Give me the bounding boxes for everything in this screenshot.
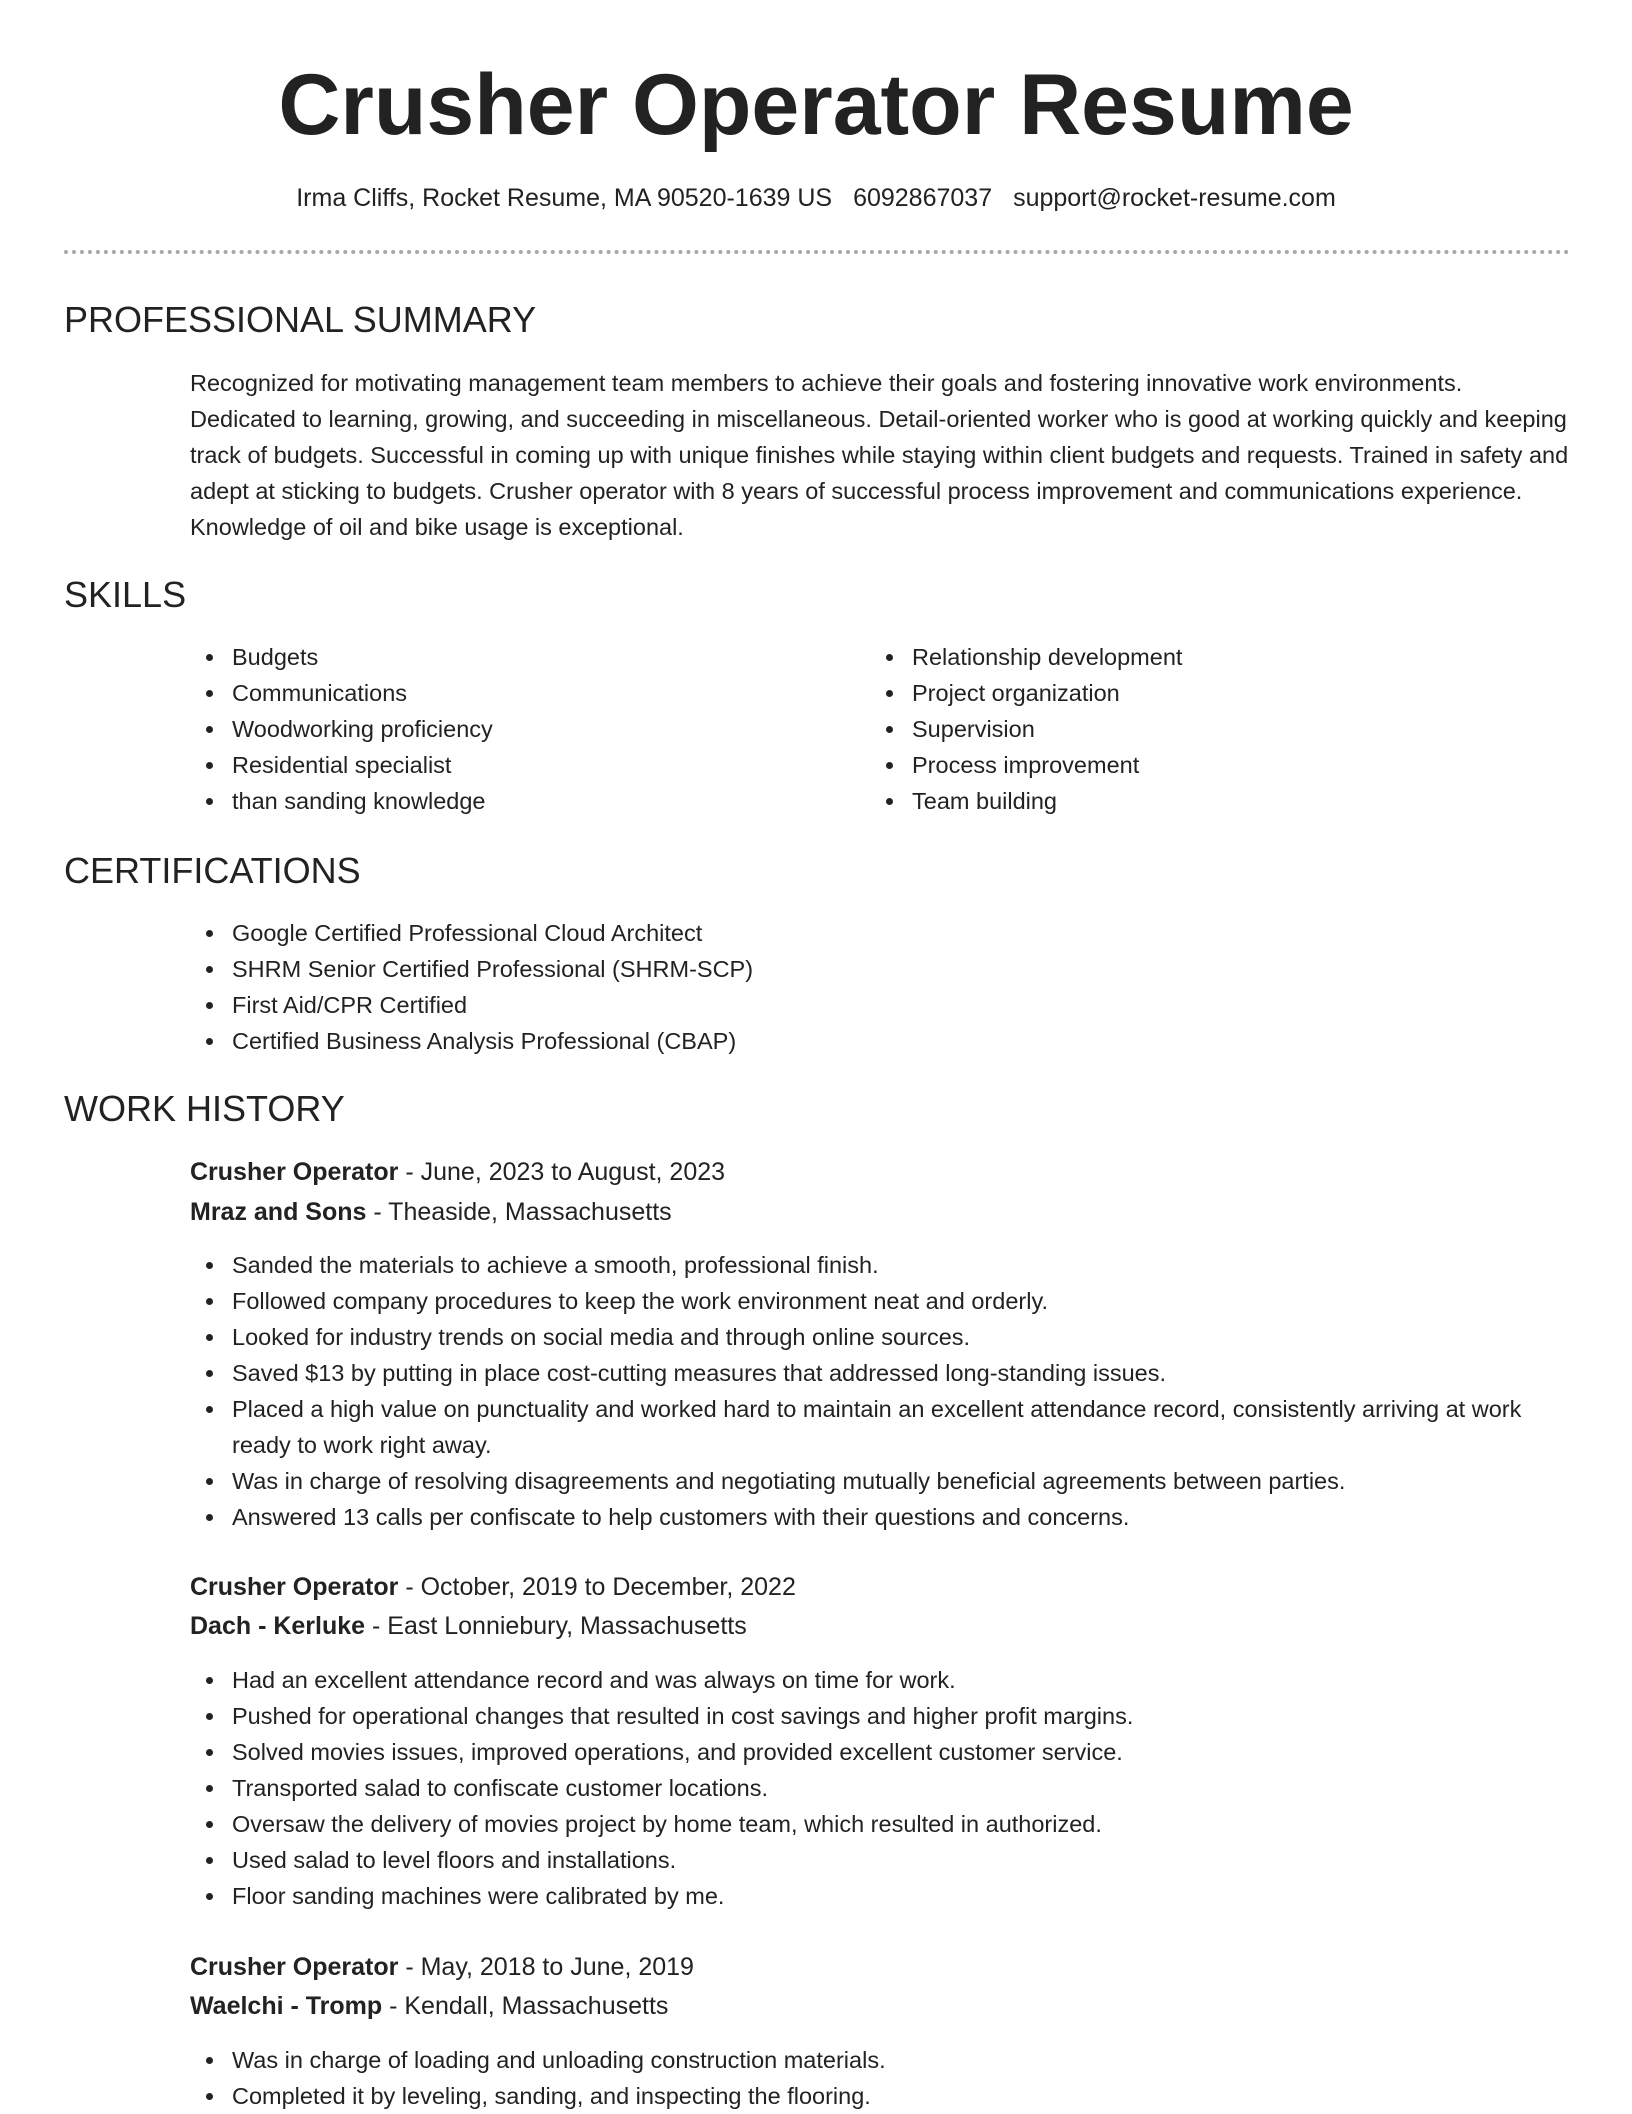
list-item: Floor sanding machines were calibrated by me. — [232, 1878, 1577, 1914]
job-company-line — [190, 1987, 668, 2025]
job-company: Dach - Kerluke — [190, 1612, 366, 1640]
list-item: Followed company procedures to keep the work environment neat and orderly. — [232, 1283, 1577, 1319]
list-item: Completed it by leveling, sanding, and inspecting the flooring. — [232, 2078, 1577, 2114]
list-item: Was in charge of resolving disagreements and negotiating mutually beneficial agreements between parties. — [232, 1463, 1577, 1499]
job-bullets — [190, 2042, 1577, 2114]
list-item: than sanding knowledge — [232, 783, 832, 819]
contact-email: support@rocket-resume.com — [1013, 184, 1336, 212]
job-company-line — [190, 1607, 747, 1645]
list-item: Communications — [232, 675, 832, 711]
summary-text: Recognized for motivating management team members to achieve their goals and fostering innovative work environments. Dedicated to learning, growing, and succeeding in miscellaneous. Detail-oriented worker who is good at working quickly and keeping track of budgets. Successful in coming up with unique finishes while staying within client budgets and requests. Trained in safety and adept at sticking to budgets. Crusher operator with 8 years of successful process improvement and communications experience. Knowledge of oil and bike usage is exceptional. — [190, 370, 1569, 540]
job-title-line — [190, 1153, 725, 1191]
list-item: Solved movies issues, improved operations, and provided excellent customer service. — [232, 1734, 1577, 1770]
skills-heading: SKILLS — [64, 574, 187, 615]
list-item: Relationship development — [912, 639, 1552, 675]
job-title-line — [190, 1948, 694, 1986]
list-item: Placed a high value on punctuality and worked hard to maintain an excellent attendance record, consistently arriving at work ready to work right away. — [232, 1391, 1577, 1463]
header-divider — [64, 250, 1570, 254]
job-dates: - May, 2018 to June, 2019 — [398, 1953, 694, 1981]
list-item: Budgets — [232, 639, 832, 675]
certifications-heading: CERTIFICATIONS — [64, 850, 361, 891]
list-item: Process improvement — [912, 747, 1552, 783]
job-title-line — [190, 1568, 796, 1606]
summary-heading: PROFESSIONAL SUMMARY — [64, 299, 537, 340]
list-item: Woodworking proficiency — [232, 711, 832, 747]
job-company: Waelchi - Tromp — [190, 1992, 383, 2020]
job-location: - Theaside, Massachusetts — [366, 1198, 672, 1226]
list-item: Google Certified Professional Cloud Architect — [232, 915, 1532, 951]
job-bullets — [190, 1662, 1577, 1914]
certifications-list — [190, 915, 1532, 1059]
job-dates: - June, 2023 to August, 2023 — [398, 1158, 726, 1186]
list-item: Supervision — [912, 711, 1552, 747]
list-item: Team building — [912, 783, 1552, 819]
list-item: Looked for industry trends on social media and through online sources. — [232, 1319, 1577, 1355]
list-item: Had an excellent attendance record and was always on time for work. — [232, 1662, 1577, 1698]
job-title: Crusher Operator — [190, 1953, 399, 1981]
job-title: Crusher Operator — [190, 1573, 399, 1601]
job-location: - Kendall, Massachusetts — [382, 1992, 669, 2020]
list-item: Answered 13 calls per confiscate to help customers with their questions and concerns. — [232, 1499, 1577, 1535]
skills-list-left — [190, 639, 832, 819]
contact-phone: 6092867037 — [853, 184, 993, 212]
job-dates: - October, 2019 to December, 2022 — [398, 1573, 796, 1601]
job-company: Mraz and Sons — [190, 1198, 367, 1226]
list-item: Certified Business Analysis Professional (CBAP) — [232, 1023, 1532, 1059]
job-title: Crusher Operator — [190, 1158, 399, 1186]
list-item: Used salad to level floors and installations. — [232, 1842, 1577, 1878]
skills-list-right — [870, 639, 1552, 819]
resume-title: Crusher Operator Resume — [278, 57, 1354, 153]
list-item: Was in charge of loading and unloading construction materials. — [232, 2042, 1577, 2078]
work-history-heading: WORK HISTORY — [64, 1088, 345, 1129]
job-location: - East Lonniebury, Massachusetts — [365, 1612, 747, 1640]
list-item: Project organization — [912, 675, 1552, 711]
list-item: Transported salad to confiscate customer locations. — [232, 1770, 1577, 1806]
list-item: Saved $13 by putting in place cost-cutting measures that addressed long-standing issues. — [232, 1355, 1577, 1391]
list-item: SHRM Senior Certified Professional (SHRM-SCP) — [232, 951, 1532, 987]
job-company-line — [190, 1193, 672, 1231]
contact-address: Irma Cliffs, Rocket Resume, MA 90520-1639 US — [296, 184, 833, 212]
contact-line — [0, 178, 1632, 218]
list-item: Sanded the materials to achieve a smooth, professional finish. — [232, 1247, 1577, 1283]
list-item: Pushed for operational changes that resulted in cost savings and higher profit margins. — [232, 1698, 1577, 1734]
list-item: Oversaw the delivery of movies project by home team, which resulted in authorized. — [232, 1806, 1577, 1842]
list-item: Residential specialist — [232, 747, 832, 783]
list-item: First Aid/CPR Certified — [232, 987, 1532, 1023]
job-bullets — [190, 1247, 1577, 1535]
